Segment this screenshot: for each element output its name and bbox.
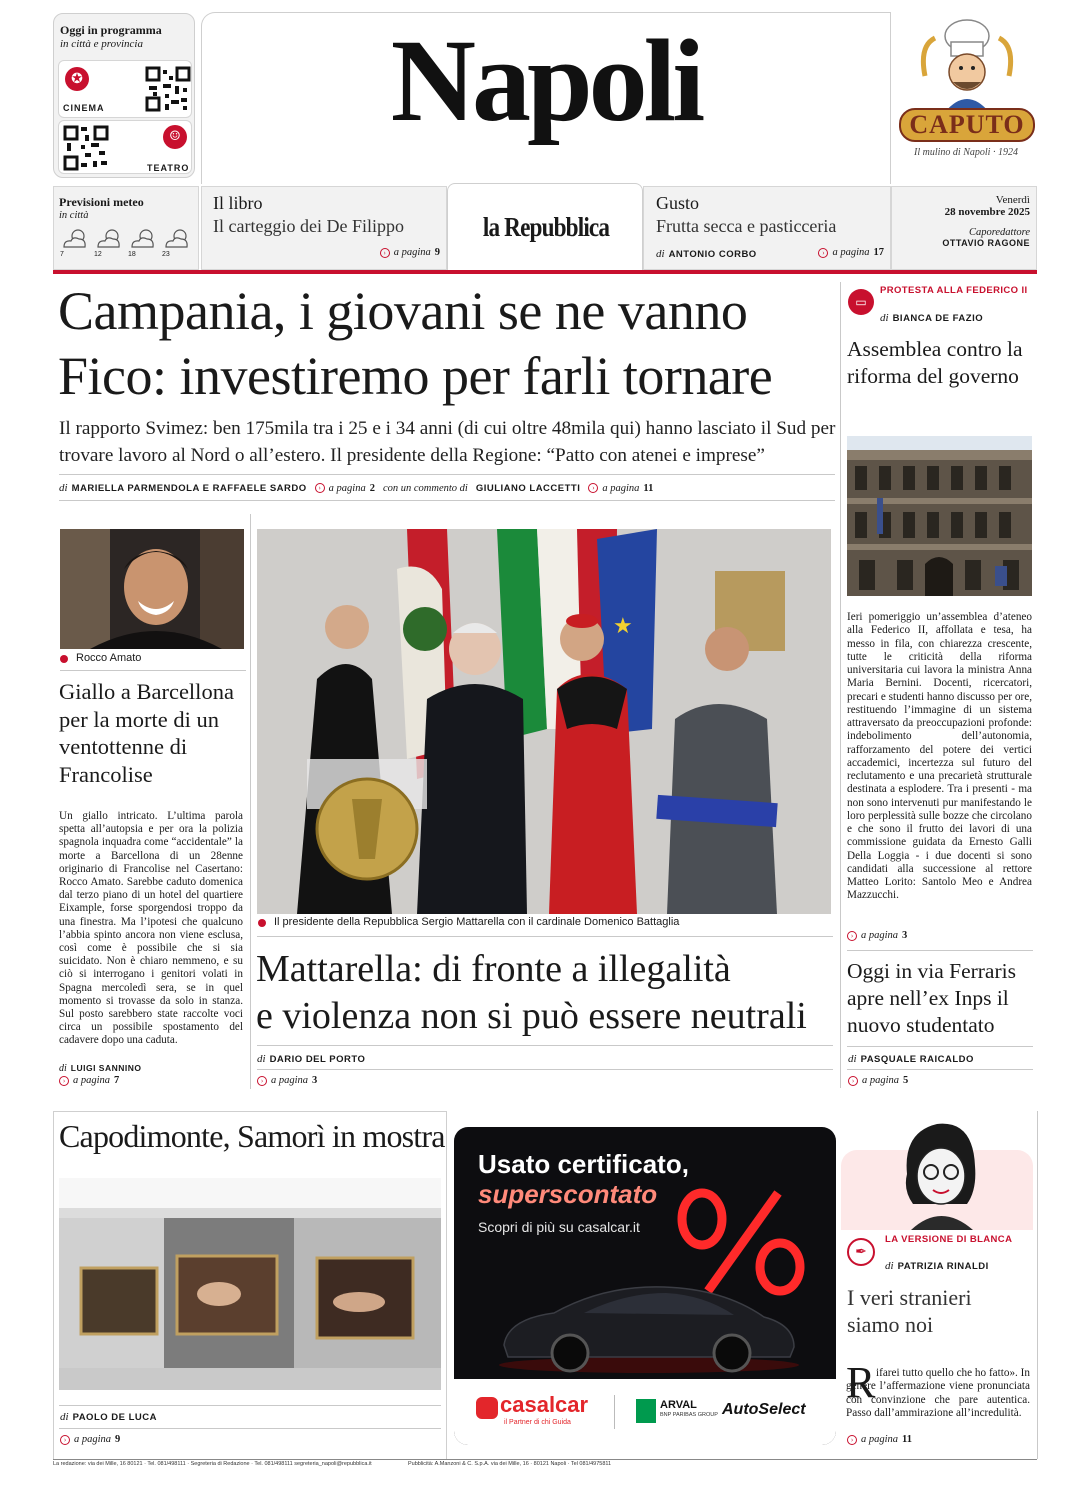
byline-prefix: di [885, 1260, 894, 1272]
footer-rule [53, 1459, 1037, 1460]
comment-author: GIULIANO LACCETTI [475, 482, 581, 494]
casalcar-ad[interactable] [454, 1127, 836, 1445]
byline-author: BIANCA DE FAZIO [892, 313, 984, 324]
teatro-block[interactable] [58, 120, 192, 174]
divider [59, 474, 835, 475]
ref-prefix: a pagina [602, 482, 640, 494]
ad-brand-tag: il Partner di chi Guida [504, 1419, 571, 1426]
sponsor-brand: CAPUTO [909, 110, 1025, 139]
byline-author: ANTONIO CORBO [668, 249, 757, 260]
film-reel-icon: ✪ [65, 67, 89, 91]
qr-code-icon[interactable] [145, 66, 191, 112]
giallo-headline[interactable]: Giallo a Barcellona per la morte di un ventottenne di Francolise [59, 679, 234, 787]
arrow-right-icon: › [847, 1435, 857, 1445]
blanca-box [841, 1150, 1033, 1460]
arval-logo-icon [636, 1399, 656, 1423]
giallo-byline [59, 1063, 142, 1074]
partly-cloudy-icon [162, 227, 192, 251]
chat-bubble-icon: ▭ [848, 289, 874, 315]
arrow-right-icon: › [848, 1076, 858, 1086]
lead-headline-1[interactable]: Campania, i giovani se ne vanno [58, 281, 748, 341]
byline-prefix: di [848, 1053, 857, 1065]
theatre-mask-icon: ☺ [163, 125, 187, 149]
divider [59, 1405, 441, 1406]
ad-line-1: Usato certificato, [478, 1149, 689, 1179]
promo-subtitle: in città e provincia [60, 38, 143, 50]
ref-page: 11 [902, 1434, 912, 1445]
capodimonte-headline[interactable]: Capodimonte, Samorì in mostra [59, 1118, 445, 1154]
gallery-photo [59, 1178, 441, 1390]
weather-hour: 23 [162, 251, 170, 258]
divider [60, 670, 246, 671]
blanca-kicker: LA VERSIONE DI BLANCA [885, 1234, 1013, 1245]
weather-hour: 18 [128, 251, 136, 258]
gallery-illustration [59, 1178, 441, 1390]
libro-box[interactable] [201, 186, 447, 270]
libro-page-ref[interactable] [380, 247, 440, 258]
capodimonte-byline [60, 1411, 157, 1423]
divider [257, 1045, 833, 1046]
ad-separator [614, 1395, 615, 1429]
protest-byline [880, 312, 983, 324]
giallo-body: Un giallo intricato. L’ultima parola spetta all’autopsia e per ora la polizia spagnola inquadra come “accidentale” la morte a Barcellona di un 28enne originario di Francolise nel Casertano: Rocco Amato. Sarebbe caduto domenica dal terzo piano di un hotel del quartiere Eixample, forse sporgendosi troppo da una finestra. Ma l’ipotesi che qualcuno l’abbia spinto ancora non viene esclusa, così come è possibile che si sia suicidato. Non è chiaro nemmeno, e su ciò si interrogano i genitori volati in Spagna mercoledì sera, se in quel momento si trovasse da solo in stanza. Sul posto sarebbero state raccolte voci circa un possibile spostamento del cadavere dopo una caduta. [59, 810, 243, 1047]
blanca-dropcap: R [846, 1358, 876, 1407]
byline-prefix: di [60, 1411, 69, 1423]
editor-role: Caporedattore [968, 227, 1030, 238]
ferraris-headline[interactable]: Oggi in via Ferraris apre nell’ex Inps il nuovo studentato [847, 959, 1016, 1037]
divider [257, 1069, 833, 1070]
ad-line-3: Scopri di più su casalcar.it [478, 1219, 640, 1235]
gusto-box[interactable] [643, 186, 891, 270]
header-rule [53, 270, 1037, 274]
ref-prefix: a pagina [393, 247, 431, 258]
arrow-right-icon: › [315, 483, 325, 493]
arrow-right-icon: › [59, 1076, 69, 1086]
byline-prefix: di [59, 482, 68, 494]
ferraris-page-ref[interactable] [848, 1075, 908, 1086]
sponsor-logo[interactable] [893, 16, 1039, 168]
arrow-right-icon: › [257, 1076, 267, 1086]
ferraris-byline [848, 1053, 974, 1065]
mattarella-photo [257, 529, 831, 914]
date-box [891, 186, 1037, 270]
cinema-block[interactable] [58, 60, 192, 118]
divider [59, 500, 835, 501]
divider [59, 1428, 441, 1429]
weather-hour: 12 [94, 251, 102, 258]
blanca-byline [885, 1260, 989, 1272]
arrow-right-icon: › [380, 248, 390, 258]
weather-box [53, 186, 199, 270]
university-photo [847, 436, 1032, 596]
partly-cloudy-icon [60, 227, 90, 251]
ref-prefix: a pagina [861, 930, 899, 941]
repubblica-logo[interactable]: la Repubblica [482, 212, 610, 242]
column-rule [1037, 1111, 1038, 1459]
divider [257, 936, 833, 937]
ref-prefix: a pagina [73, 1075, 111, 1086]
byline-author: PASQUALE RAICALDO [860, 1054, 974, 1065]
arrow-right-icon: › [818, 248, 828, 258]
blanca-body: ifarei tutto quello che ho fatto». In genere l’affermazione viene pronunciata con convinzione che pare autentica. Passo dall’ammirazione all’incredulità. [846, 1367, 1030, 1420]
promo-box [53, 13, 195, 178]
footer-redazione: La redazione: via dei Mille, 16 80121 · Tel. 081/498111 · Segreteria di Redazione · Tel. 081/498111 segreteria_napoli@repubblica.it [53, 1461, 372, 1467]
ref-page: 9 [115, 1434, 121, 1445]
byline-author: PATRIZIA RINALDI [897, 1261, 989, 1272]
car-icon [494, 1273, 804, 1373]
comment-page-ref[interactable] [588, 483, 653, 494]
svg-text:★: ★ [613, 614, 633, 639]
blanca-page-ref[interactable] [847, 1434, 912, 1445]
ref-prefix: a pagina [861, 1434, 899, 1445]
giallo-page-ref[interactable] [59, 1075, 119, 1086]
byline-author: PAOLO DE LUCA [72, 1412, 157, 1423]
ad-line-2: superscontato [478, 1179, 658, 1209]
partly-cloudy-icon [128, 227, 158, 251]
arrow-right-icon: › [847, 931, 857, 941]
teatro-label: TEATRO [147, 163, 190, 173]
ref-prefix: a pagina [832, 247, 870, 258]
ref-page: 9 [434, 247, 440, 258]
lead-headline-2[interactable]: Fico: investiremo per farli tornare [58, 346, 773, 406]
mattarella-headline-2[interactable]: e violenza non si può essere neutrali [256, 995, 807, 1037]
lead-byline-row [59, 482, 653, 494]
weather-slot [94, 227, 126, 263]
ref-prefix: a pagina [74, 1434, 112, 1445]
byline-prefix: di [59, 1063, 67, 1074]
gusto-title: Frutta secca e pasticceria [656, 216, 837, 236]
chef-icon [915, 16, 1019, 116]
ref-page: 2 [369, 482, 375, 494]
arrow-right-icon: › [60, 1435, 70, 1445]
ref-prefix: a pagina [862, 1075, 900, 1086]
ref-prefix: a pagina [328, 482, 366, 494]
ref-page: 11 [643, 482, 654, 494]
protest-page-ref[interactable] [847, 930, 907, 941]
weather-subtitle: in città [59, 210, 89, 221]
ref-page: 3 [902, 930, 908, 941]
caption-dot-icon [60, 655, 68, 663]
byline-prefix: di [656, 248, 665, 260]
promo-title: Oggi in programma [60, 23, 162, 37]
arrow-right-icon: › [588, 483, 598, 493]
ref-page: 17 [873, 247, 884, 258]
column-rule [250, 514, 251, 1089]
author-caricature [897, 1114, 981, 1230]
masthead-title[interactable]: Napoli [390, 15, 702, 146]
byline-author: LUIGI SANNINO [70, 1063, 142, 1073]
mattarella-caption: Il presidente della Repubblica Sergio Mattarella con il cardinale Domenico Battaglia [274, 916, 680, 928]
qr-code-icon[interactable] [63, 125, 109, 171]
blanca-headline[interactable]: I veri stranieri siamo noi [847, 1285, 972, 1337]
capodimonte-page-ref[interactable] [60, 1434, 120, 1445]
date-day: Venerdì [995, 194, 1030, 206]
portrait-illustration [60, 529, 244, 649]
gusto-page-ref[interactable] [818, 247, 884, 258]
lead-page-ref[interactable] [315, 483, 375, 494]
ref-page: 5 [903, 1075, 909, 1086]
protest-headline[interactable]: Assemblea contro la riforma del governo [847, 337, 1023, 388]
protest-body: Ieri pomeriggio un’assemblea d’ateneo alla Federico II, affollata e tesa, ha messo in fila, con chiarezza crescente, tutte le criticità della riforma universitaria cui lavora la ministra Anna Maria Bernini. Docenti, ricercatori, precari e studenti hanno discusso per ore, restituendo l’immagine di un sistema attraversato da preoccupazioni profonde: indebolimento dell’autonomia, rafforzamento del potere dei vertici accademici, incertezza sul futuro del reclutamento e una precarietà strutturale destinata a esplodere. Tra i presenti - ma non sono intervenuti pur manifestando le loro perplessità sulle bozze che circolano e che sono il frutto dei lavori di una commissione guidata da Ernesto Galli Della Loggia - i due docenti si sono candidati alla successione al rettore Matteo Lorito: Santolo Meo e Andrea Mazzucchi. [847, 611, 1032, 902]
ref-page: 7 [114, 1075, 120, 1086]
libro-kicker: Il libro [213, 193, 263, 213]
gusto-kicker: Gusto [656, 193, 700, 213]
ad-footer [454, 1379, 836, 1445]
column-rule [840, 282, 841, 1088]
weather-slot [162, 227, 194, 263]
pen-icon: ✒ [847, 1238, 875, 1266]
ad-partner-1-tag: BNP PARIBAS GROUP [660, 1412, 718, 1418]
ad-partner-1: ARVAL [660, 1399, 697, 1411]
ref-page: 3 [312, 1075, 318, 1086]
byline-author: MARIELLA PARMENDOLA E RAFFAELE SARDO [71, 483, 307, 494]
ceremony-illustration [257, 529, 831, 914]
casalcar-logo-icon [476, 1397, 498, 1419]
rocco-photo-caption: Rocco Amato [76, 652, 142, 664]
gusto-byline [656, 248, 757, 260]
ref-prefix: a pagina [271, 1075, 309, 1086]
weather-row [60, 227, 194, 263]
comment-text: con un commento di [382, 482, 468, 494]
date-date: 28 novembre 2025 [944, 206, 1030, 218]
lead-byline [59, 482, 307, 494]
divider [847, 950, 1033, 951]
mattarella-page-ref[interactable] [257, 1075, 317, 1086]
footer-pubblicita: Pubblicità: A.Manzoni & C. S.p.A. via dei Mille, 16 · 80121 Napoli · Tel 081/4975811 [408, 1461, 612, 1467]
weather-title: Previsioni meteo [59, 195, 144, 209]
libro-title: Il carteggio dei De Filippo [213, 216, 404, 236]
ad-partner-2: AutoSelect [722, 1401, 806, 1418]
mattarella-headline-1[interactable]: Mattarella: di fronte a illegalità [256, 948, 731, 990]
weather-slot [60, 227, 92, 263]
ad-brand: casalcar [500, 1392, 589, 1417]
divider [847, 1046, 1033, 1047]
byline-author: DARIO DEL PORTO [269, 1054, 366, 1065]
partly-cloudy-icon [94, 227, 124, 251]
editor-name: OTTAVIO RAGONE [942, 238, 1030, 248]
mattarella-byline [257, 1053, 365, 1065]
weather-hour: 7 [60, 251, 64, 258]
divider [847, 1069, 1033, 1070]
cinema-label: CINEMA [63, 103, 105, 113]
building-illustration [847, 436, 1032, 596]
sponsor-tagline: Il mulino di Napoli · 1924 [914, 147, 1018, 158]
weather-slot [128, 227, 160, 263]
caption-dot-icon [258, 919, 266, 927]
protest-kicker: PROTESTA ALLA FEDERICO II [880, 285, 1028, 296]
rocco-amato-photo [60, 529, 244, 649]
byline-prefix: di [880, 312, 889, 324]
byline-prefix: di [257, 1053, 266, 1065]
repubblica-logo-box [447, 183, 643, 270]
lead-deck: Il rapporto Svimez: ben 175mila tra i 25 e i 34 anni (di cui oltre 48mila qui) hanno lasciato il Sud per trovare lavoro al Nord o all’estero. Il presidente della Regione: “Patto con atenei e imprese” [59, 418, 836, 466]
